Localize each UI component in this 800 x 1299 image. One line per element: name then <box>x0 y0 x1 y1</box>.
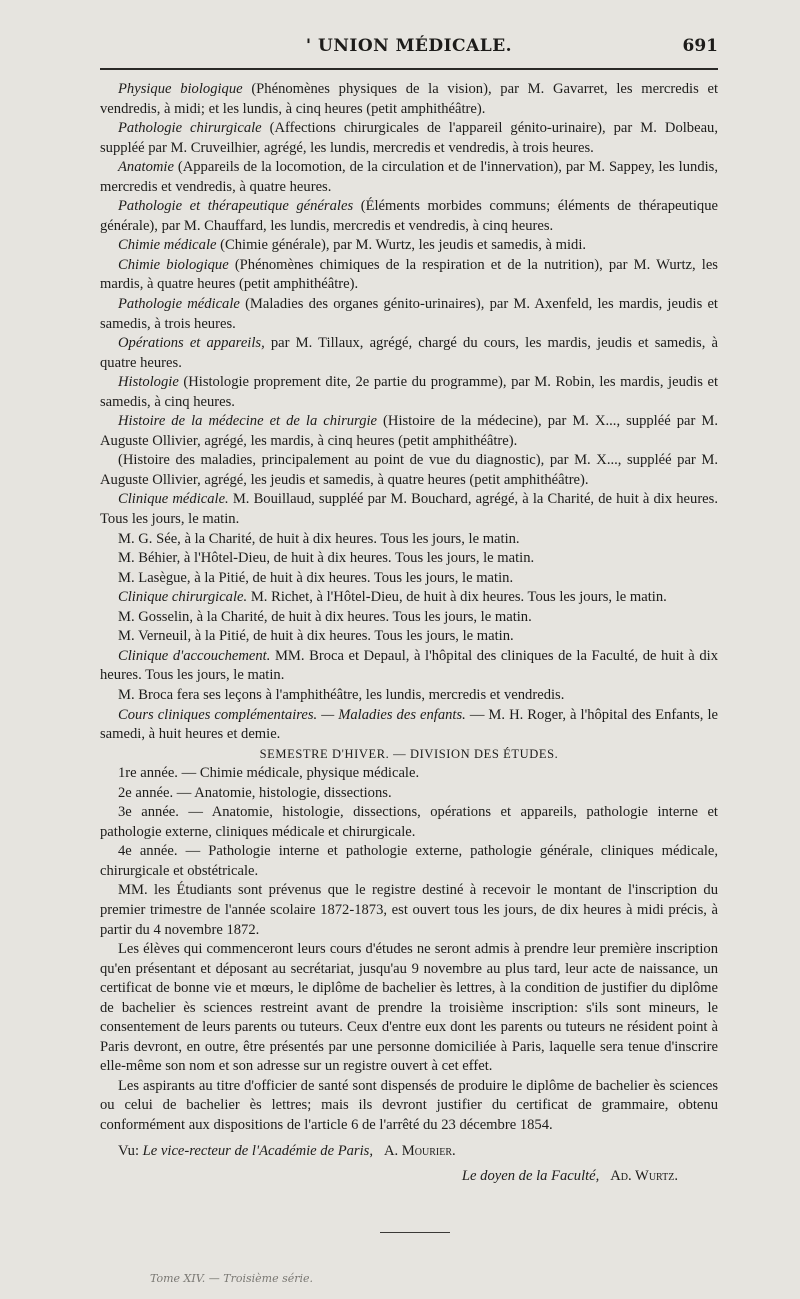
visa-name: A. Mourier. <box>383 1142 456 1159</box>
course-details: — M. H. Roger, à l'hôpital des Enfants, le samedi, à huit heures et demie. <box>100 706 718 743</box>
year-paragraph <box>100 842 718 881</box>
course-paragraph <box>100 256 718 295</box>
footer-note: Tome XIV. — Troisième série. <box>150 1272 314 1285</box>
course-details: par M. Tillaux, agrégé, chargé du cours, les mardis, jeudis et samedis, à quatre heures. <box>100 335 718 371</box>
course-title: Cours cliniques complémentaires. — Maladies des enfants. <box>118 706 466 723</box>
course-paragraph <box>100 158 718 197</box>
course-details: M. Richet, à l'Hôtel-Dieu, de huit à dix heures. Tous les jours, le matin. <box>247 589 667 606</box>
visa-role: Le vice-recteur de l'Académie de Paris, <box>142 1142 373 1159</box>
year-subjects: — Pathologie interne et pathologie externe, pathologie générale, cliniques médicale, chirurgicale et obstétricale. <box>100 843 718 879</box>
course-paragraph <box>100 627 718 647</box>
page-number: 691 <box>682 36 718 56</box>
visa-line <box>100 1142 718 1162</box>
course-details: (Appareils de la locomotion, de la circulation et de l'innervation), par M. Sappey, les lundis, mercredis et vendredis, à quatre heures. <box>100 159 718 195</box>
course-details: (Histologie proprement dite, 2e partie du programme), par M. Robin, les mardis, jeudis et samedis, à cinq heures. <box>100 374 718 410</box>
course-paragraph <box>100 295 718 334</box>
visa-prefix: Vu: <box>118 1142 143 1159</box>
course-paragraph <box>100 569 718 589</box>
course-paragraph <box>100 373 718 412</box>
year-label: 1re année. <box>118 765 178 782</box>
course-title: Physique biologique <box>118 81 243 97</box>
notice-list <box>100 881 718 1135</box>
course-paragraph <box>100 412 718 451</box>
body-text <box>100 80 718 1187</box>
course-title: Pathologie chirurgicale <box>118 120 262 137</box>
year-label: 2e année. <box>118 784 174 801</box>
course-paragraph <box>100 530 718 550</box>
footer-rule <box>380 1232 450 1233</box>
signature-line <box>100 1167 718 1187</box>
course-details: (Phénomènes chimiques de la respiration et de la nutrition), par M. Wurtz, les mardis, à quatre heures (petit amphithéâtre). <box>100 256 718 293</box>
course-paragraph <box>100 334 718 373</box>
course-details: (Histoire des maladies, principalement au point de vue du diagnostic), par M. X..., suppléé par M. Auguste Ollivier, agrégé, les jeudis et samedis, à quatre heures (petit amphithéâtre). <box>100 452 718 488</box>
course-paragraph <box>100 119 718 158</box>
course-paragraph <box>100 451 718 490</box>
year-paragraph <box>100 803 718 842</box>
course-details: M. Verneuil, à la Pitié, de huit à dix heures. Tous les jours, le matin. <box>118 628 514 645</box>
course-title: Chimie biologique <box>118 256 229 273</box>
course-title: Clinique chirurgicale. <box>118 589 248 606</box>
course-paragraph <box>100 647 718 686</box>
course-title: Pathologie médicale <box>118 296 240 313</box>
course-paragraph <box>100 588 718 608</box>
course-details: (Affections chirurgicales de l'appareil génito-urinaire), par M. Dolbeau, suppléé par M. Cruveilhier, agrégé, les lundis, mercredis et vendredis, à trois heures. <box>100 120 718 156</box>
course-paragraph <box>100 686 718 706</box>
course-details: (Chimie générale), par M. Wurtz, les jeudis et samedis, à midi. <box>216 237 587 254</box>
signature-role: Le doyen de la Faculté, <box>461 1168 600 1185</box>
course-details: M. Béhier, à l'Hôtel-Dieu, de huit à dix heures. Tous les jours, le matin. <box>118 550 535 567</box>
course-details: M. Gosselin, à la Charité, de huit à dix heures. Tous les jours, le matin. <box>118 608 532 625</box>
course-title: Pathologie et thérapeutique générales <box>118 198 354 215</box>
course-details: (Éléments morbides communs; éléments de thérapeutique générale), par M. Chauffard, les lundis, mercredis et vendredis, à cinq heures. <box>100 198 718 234</box>
course-details: MM. Broca et Depaul, à l'hôpital des cliniques de la Faculté, de huit à dix heures. Tous les jours, le matin. <box>100 647 719 684</box>
running-title: ' UNION MÉDICALE. <box>305 36 513 56</box>
section-heading: SEMESTRE D'HIVER. — DIVISION DES ÉTUDES. <box>259 746 559 761</box>
course-details: (Maladies des organes génito-urinaires), par M. Axenfeld, les mardis, jeudis et samedis, à trois heures. <box>100 296 718 332</box>
course-title: Histologie <box>118 374 179 391</box>
course-details: M. Broca fera ses leçons à l'amphithéâtre, les lundis, mercredis et vendredis. <box>118 686 565 703</box>
course-details: (Histoire de la médecine), par M. X..., suppléé par M. Auguste Ollivier, agrégé, les mardis, à cinq heures (petit amphithéâtre). <box>100 413 718 449</box>
course-title: Clinique médicale. <box>118 491 229 508</box>
course-title: Clinique d'accouchement. <box>118 647 271 664</box>
course-paragraph <box>100 197 718 236</box>
course-title: Opérations et appareils, <box>118 335 265 352</box>
signature-name: Ad. Wurtz. <box>610 1168 678 1185</box>
course-details: M. Lasègue, à la Pitié, de huit à dix heures. Tous les jours, le matin. <box>118 569 514 586</box>
course-title: Histoire de la médecine et de la chirurgie <box>118 413 378 430</box>
course-paragraph <box>100 490 718 529</box>
course-paragraph <box>100 236 718 256</box>
year-label: 4e année. <box>118 843 178 860</box>
course-list <box>100 80 718 745</box>
notice-paragraph: MM. les Étudiants sont prévenus que le registre destiné à recevoir le montant de l'inscription du premier trimestre de l'année scolaire 1872-1873, est ouvert tous les jours, de dix heures à midi précis, à partir du 4 novembre 1872. <box>100 882 718 938</box>
notice-paragraph: Les aspirants au titre d'officier de santé sont dispensés de produire le diplôme de bachelier ès sciences ou celui de bachelier ès lettres; mais ils devront justifier du certificat de grammaire, obtenu conformément aux dispositions de l'article 6 de l'arrêté du 23 décembre 1854. <box>100 1077 718 1133</box>
course-details: M. G. Sée, à la Charité, de huit à dix heures. Tous les jours, le matin. <box>118 530 520 547</box>
year-subjects: — Anatomie, histologie, dissections. <box>173 784 392 801</box>
year-paragraph <box>100 784 718 804</box>
course-paragraph <box>100 80 718 119</box>
course-paragraph <box>100 706 718 745</box>
year-subjects: — Anatomie, histologie, dissections, opérations et appareils, pathologie interne et pathologie externe, cliniques médicale et chirurgicale. <box>100 804 718 840</box>
header-rule <box>100 68 718 70</box>
year-subjects: — Chimie médicale, physique médicale. <box>177 765 420 782</box>
course-details: (Phénomènes physiques de la vision), par M. Gavarret, les mercredis et vendredis, à midi; et les lundis, à cinq heures (petit amphithéâtre). <box>100 81 718 117</box>
year-label: 3e année. <box>118 804 179 821</box>
course-paragraph <box>100 549 718 569</box>
year-paragraph <box>100 764 718 784</box>
year-list <box>100 764 718 881</box>
course-title: Anatomie <box>118 159 174 176</box>
course-title: Chimie médicale <box>118 237 217 254</box>
course-paragraph <box>100 608 718 628</box>
course-details: M. Bouillaud, suppléé par M. Bouchard, agrégé, à la Charité, de huit à dix heures. Tous les jours, le matin. <box>100 491 718 528</box>
notice-paragraph: Les élèves qui commenceront leurs cours d'études ne seront admis à prendre leur première inscription qu'en présentant et déposant au secrétariat, jusqu'au 9 novembre au plus tard, leur acte de naissance, un certificat de bonne vie et mœurs, le diplôme de bachelier ès lettres, à la condition de justifier du diplôme de bachelier ès sciences restreint avant de prendre la troisième inscription: s'ils sont mineurs, le consentement de leurs parents ou tuteurs. Ceux d'entre eux dont les parents ou tuteurs ne résident point à Paris devront, en outre, être présentés par une personne domiciliée à Paris, laquelle sera tenue d'inscrire elle-même son nom et son adresse sur un registre ouvert à cet effet. <box>100 941 718 1075</box>
page-header <box>100 36 718 64</box>
